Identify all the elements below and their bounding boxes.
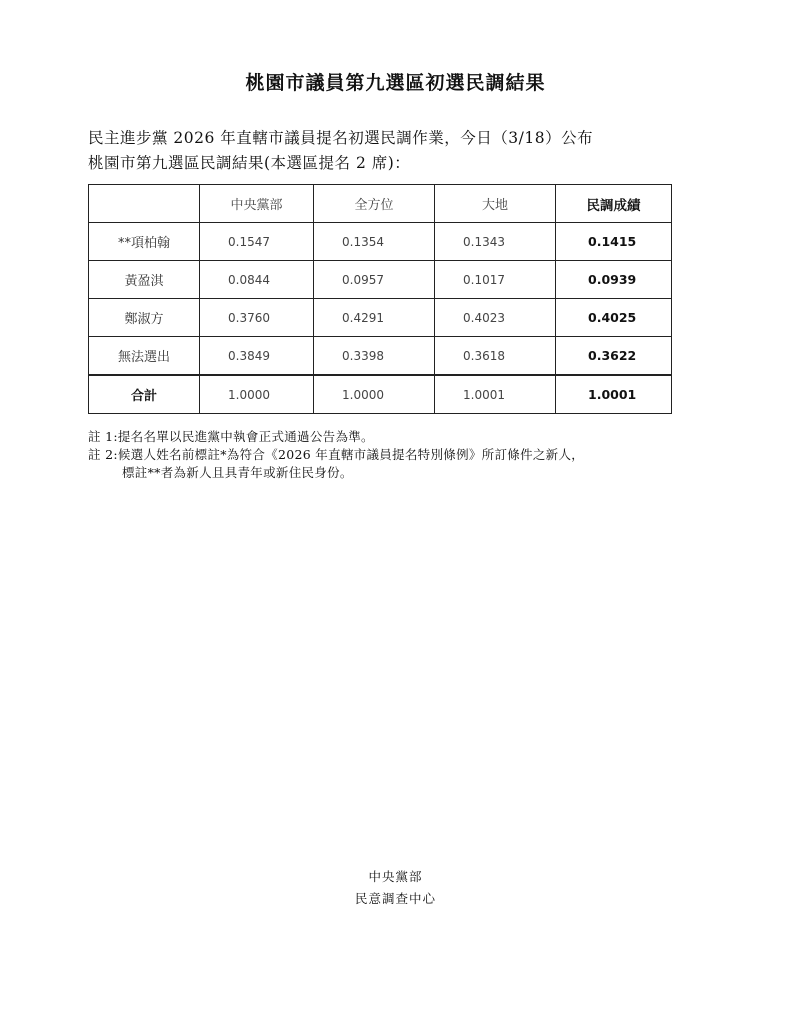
page-title: 桃園市議員第九選區初選民調結果 (245, 72, 546, 94)
issuer-center: 民意調查中心 (354, 891, 436, 906)
value-dadi: 0.1017 (435, 261, 556, 299)
header-dadi: 大地 (435, 185, 556, 223)
issuer-department: 中央黨部 (368, 869, 423, 884)
value-dadi: 0.1343 (435, 223, 556, 261)
table-header-row (89, 185, 672, 223)
candidate-name: **項柏翰 (89, 223, 200, 261)
table-row (89, 337, 672, 376)
note-2-continued: 標註**者為新人且具青年或新住民身份。 (122, 465, 353, 480)
value-dadi: 0.3618 (435, 337, 556, 376)
total-label: 合計 (89, 375, 200, 414)
value-central-party: 0.1547 (200, 223, 314, 261)
intro-line-2: 桃園市第九選區民調結果(本選區提名 2 席)： (88, 154, 411, 172)
value-poll-score: 0.4025 (556, 299, 672, 337)
table-row (89, 261, 672, 299)
value-central-party: 0.3849 (200, 337, 314, 376)
intro-line-1: 民主進步黨 2026 年直轄市議員提名初選民調作業，今日（3/18）公布 (88, 129, 594, 147)
value-quanfangwei: 0.4291 (314, 299, 435, 337)
note-2: 註 2:候選人姓名前標註*為符合《2026 年直轄市議員提名特別條例》所訂條件之新人， (88, 447, 585, 462)
candidate-name: 鄭淑方 (89, 299, 200, 337)
note-1: 註 1:提名名單以民進黨中執會正式通過公告為準。 (88, 429, 374, 444)
header-quanfangwei: 全方位 (314, 185, 435, 223)
value-poll-score: 0.0939 (556, 261, 672, 299)
issuer-block (0, 866, 791, 910)
total-quanfangwei: 1.0000 (314, 375, 435, 414)
value-quanfangwei: 0.0957 (314, 261, 435, 299)
candidate-name: 無法選出 (89, 337, 200, 376)
value-poll-score: 0.3622 (556, 337, 672, 376)
value-quanfangwei: 0.3398 (314, 337, 435, 376)
value-dadi: 0.4023 (435, 299, 556, 337)
value-central-party: 0.3760 (200, 299, 314, 337)
value-poll-score: 0.1415 (556, 223, 672, 261)
header-central-party: 中央黨部 (200, 185, 314, 223)
poll-results-table (88, 184, 672, 414)
header-poll-score: 民調成績 (556, 185, 672, 223)
header-blank (89, 185, 200, 223)
value-central-party: 0.0844 (200, 261, 314, 299)
total-poll-score: 1.0001 (556, 375, 672, 414)
table-total-row (89, 375, 672, 414)
candidate-name: 黃盈淇 (89, 261, 200, 299)
total-dadi: 1.0001 (435, 375, 556, 414)
total-central-party: 1.0000 (200, 375, 314, 414)
intro-paragraph (88, 126, 728, 176)
footnotes (88, 428, 584, 482)
table-row (89, 223, 672, 261)
table-row (89, 299, 672, 337)
value-quanfangwei: 0.1354 (314, 223, 435, 261)
